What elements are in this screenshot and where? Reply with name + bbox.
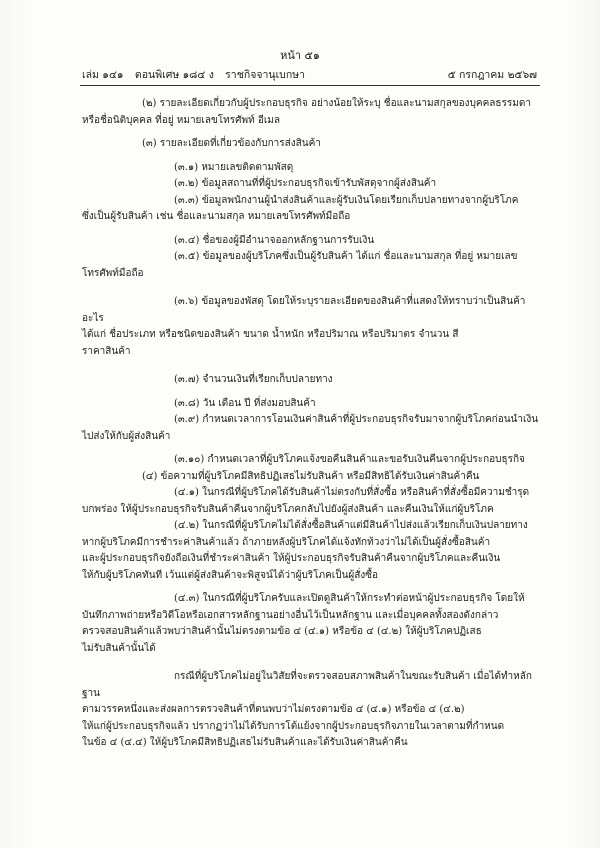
item-4-3-cont2: ตรวจสอบสินค้าแล้วพบว่าสินค้านั้นไม่ตรงตามข้อ ๔ (๔.๑) หรือข้อ ๔ (๔.๒) ให้ผู้บริโภคปฏิเสธ: [82, 626, 482, 637]
item-4-2-cont3: ให้กับผู้บริโภคทันที เว้นแต่ผู้ส่งสินค้าจะพิสูจน์ได้ว่าผู้บริโภคเป็นผู้สั่งซื้อ: [82, 569, 379, 581]
item-3-3: (๓.๓) ข้อมูลพนักงานผู้นำส่งสินค้าและผู้รับเงินโดยเรียกเก็บปลายทางจากผู้บริโภค: [174, 194, 519, 206]
paragraph-2: (๒) รายละเอียดเกี่ยวกับผู้ประกอบธุรกิจ อย่างน้อยให้ระบุ ชื่อและนามสกุลของบุคคลธรรมดา: [142, 98, 531, 109]
item-4-2-cont2: และผู้ประกอบธุรกิจยังถือเงินที่ชำระค่าสินค้า ให้ผู้ประกอบธุรกิจรับสินค้าคืนจากผู้บริโภคและคืนเงิน: [82, 553, 501, 564]
item-3-3-cont: ซึ่งเป็นผู้รับสินค้า เช่น ชื่อและนามสกุล หมายเลขโทรศัพท์มือถือ: [82, 211, 351, 222]
item-3-7: (๓.๗) จำนวนเงินที่เรียกเก็บปลายทาง: [174, 374, 333, 385]
item-4-1-cont: บกพร่อง ให้ผู้ประกอบธุรกิจรับสินค้าคืนจากผู้บริโภคกลับไปยังผู้ส่งสินค้า และคืนเงินให้แก่ผู้บริโภค: [82, 503, 494, 515]
item-3-9: (๓.๙) กำหนดเวลาการโอนเงินค่าสินค้าที่ผู้ประกอบธุรกิจรับมาจากผู้บริโภคก่อนนำเงิน: [174, 414, 539, 425]
item-4-1: (๔.๑) ในกรณีที่ผู้บริโภคได้รับสินค้าไม่ตรงกับที่สั่งซื้อ หรือสินค้าที่สั่งซื้อมีความชำรุด: [174, 487, 530, 498]
item-4-2: (๔.๒) ในกรณีที่ผู้บริโภคไม่ได้สั่งซื้อสินค้าแต่มีสินค้าไปส่งแล้วเรียกเก็บเงินปลายทาง: [174, 520, 528, 531]
item-4-3-cont: บันทึกภาพถ่ายหรือวิดีโอหรือเอกสารหลักฐานอย่างอื่นไว้เป็นหลักฐาน และเมื่อบุคคลทั้งสองดังกล่าว: [82, 609, 499, 621]
paragraph-closing-cont2: ให้แก่ผู้ประกอบธุรกิจแล้ว ปรากฏว่าไม่ได้รับการโต้แย้งจากผู้ประกอบธุรกิจภายในเวลาตามที่กำหนด: [82, 720, 505, 732]
paragraph-closing-cont: ตามวรรคหนึ่งและส่งผลการตรวจสินค้าที่ตนพบว่าไม่ตรงตามข้อ ๔ (๔.๑) หรือข้อ ๔ (๔.๒): [82, 704, 465, 715]
item-3-8: (๓.๘) วัน เดือน ปี ที่ส่งมอบสินค้า: [174, 397, 316, 409]
publication-date: ๕ กรกฎาคม ๒๕๖๗: [447, 69, 537, 81]
document-body: [82, 96, 539, 752]
paragraph-closing-cont3: ในข้อ ๔ (๔.๔) ให้ผู้บริโภคมีสิทธิปฏิเสธไม่รับสินค้าและได้รับเงินค่าสินค้าคืน: [82, 737, 408, 748]
page-number: หน้า ๕๑: [280, 49, 320, 62]
item-3-2: (๓.๒) ข้อมูลสถานที่ที่ผู้ประกอบธุรกิจเข้ารับพัสดุจากผู้ส่งสินค้า: [174, 178, 437, 189]
item-3-1: (๓.๑) หมายเลขติดตามพัสดุ: [174, 161, 294, 173]
item-3-6: (๓.๖) ข้อมูลของพัสดุ โดยให้ระบุรายละเอียดของสินค้าที่แสดงให้ทราบว่าเป็นสินค้าอะไร: [82, 296, 526, 324]
header-rule: [80, 85, 540, 86]
item-3-5-cont: โทรศัพท์มือถือ: [82, 267, 144, 279]
paragraph-4: (๔) ข้อความที่ผู้บริโภคมีสิทธิปฏิเสธไม่รับสินค้า หรือมีสิทธิได้รับเงินค่าสินค้าคืน: [142, 470, 480, 482]
header-left: [82, 66, 313, 83]
publication-name: ราชกิจจานุเบกษา: [225, 69, 305, 81]
item-3-6-cont: ได้แก่ ชื่อประเภท หรือชนิดของสินค้า ขนาด น้ำหนัก หรือปริมาณ หรือปริมาตร จำนวน สี: [82, 329, 459, 340]
paragraph-closing: กรณีที่ผู้บริโภคไม่อยู่ในวิสัยที่จะตรวจสอบสภาพสินค้าในขณะรับสินค้า เมื่อได้ทำหลักฐาน: [82, 671, 532, 699]
volume-label: เล่ม ๑๔๑: [82, 69, 124, 81]
gazette-header: [82, 66, 537, 83]
paragraph-2-cont: หรือชื่อนิติบุคคล ที่อยู่ หมายเลขโทรศัพท์ อีเมล: [82, 114, 280, 126]
item-3-9-cont: ไปส่งให้กับผู้ส่งสินค้า: [82, 430, 171, 442]
paragraph-3: (๓) รายละเอียดที่เกี่ยวข้องกับการส่งสินค้า: [142, 138, 321, 149]
item-3-4: (๓.๔) ชื่อของผู้มีอำนาจออกหลักฐานการรับเงิน: [174, 234, 375, 246]
item-3-6-cont2: ราคาสินค้า: [82, 345, 131, 357]
section-label: ตอนพิเศษ ๑๘๔ ง: [134, 69, 214, 81]
item-3-5: (๓.๕) ข้อมูลของผู้บริโภคซึ่งเป็นผู้รับสินค้า ได้แก่ ชื่อและนามสกุล ที่อยู่ หมายเลข: [174, 251, 518, 262]
item-4-3: (๔.๓) ในกรณีที่ผู้บริโภครับและเปิดดูสินค้าให้กระทำต่อหน้าผู้ประกอบธุรกิจ โดยให้: [174, 593, 525, 604]
item-4-2-cont: หากผู้บริโภคมีการชำระค่าสินค้าแล้ว ถ้าภายหลังผู้บริโภคได้แจ้งทักท้วงว่าไม่ได้เป็นผู้สั่งซื้อสินค้า: [82, 536, 491, 548]
item-4-3-cont3: ไม่รับสินค้านั้นได้: [82, 642, 156, 654]
item-3-10: (๓.๑๐) กำหนดเวลาที่ผู้บริโภคแจ้งขอคืนสินค้าและขอรับเงินคืนจากผู้ประกอบธุรกิจ: [174, 454, 525, 465]
